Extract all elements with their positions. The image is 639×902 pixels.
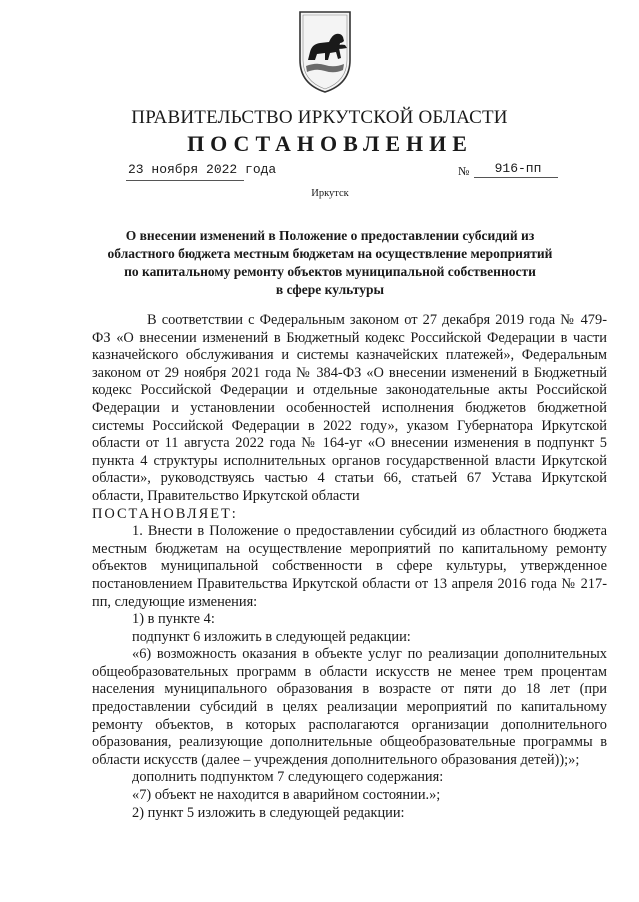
- number-underline: [474, 177, 558, 178]
- quoted-subpoint-6: «6) возможность оказания в объекте услуг по реализации дополнительных общеобразовательных программ в области искусств не менее трем процентам населения муниципального образования в возрасте от пяти до 18 лет (при предоставлении субсидий в целях реализации мероприятий по капитальному ремонту объектов, в которых располагаются организации дополнительного образования, реализующие дополнительные общеобразовательные программы в области искусств (далее – учреждения дополнительного образования детей));»;: [92, 646, 607, 768]
- document-date: 23 ноября 2022 года: [128, 162, 277, 177]
- date-underline: [126, 180, 244, 181]
- document-body: [92, 312, 607, 822]
- coat-of-arms-emblem: [296, 8, 354, 94]
- title-line: О внесении изменений в Положение о предоставлении субсидий из: [125, 228, 535, 243]
- preamble-paragraph: В соответствии с Федеральным законом от 27 декабря 2019 года № 479-ФЗ «О внесении изменений в Бюджетный кодекс Российской Федерации в части казначейского обслуживания и системы казначейских платежей», Федеральным законом от 29 ноября 2021 года № 384-ФЗ «О внесении изменений в Бюджетный кодекс Российской Федерации и отдельные законодательные акты Российской Федерации и установлении особенностей исполнения бюджетов бюджетной системы Российской Федерации в 2022 году», указом Губернатора Иркутской области от 11 августа 2022 года № 164-уг «О внесении изменения в подпункт 5 пункта 4 структуры исполнительных органов государственной власти Иркутской области», руководствуясь частью 4 статьи 66, статьей 67 Устава Иркутской области, Правительство Иркутской области: [92, 312, 607, 504]
- subitem-2-paragraph: 2) пункт 5 изложить в следующей редакции:: [132, 804, 405, 821]
- decree-word: ПОСТАНОВЛЯЕТ:: [92, 505, 238, 522]
- title-line: в сфере культуры: [275, 282, 385, 297]
- item-1-paragraph: 1. Внести в Положение о предоставлении субсидий из областного бюджета местным бюджетам на осуществление мероприятий по капитальному ремонту объектов муниципальной собственности в сфере культуры, утвержденное постановлением Правительства Иркутской области от 13 апреля 2016 года № 217-пп, следующие изменения:: [92, 523, 607, 610]
- title-line: по капитальному ремонту объектов муниципальной собственности: [124, 264, 536, 279]
- document-number: 916-пп: [494, 161, 542, 176]
- document-title: [100, 227, 560, 299]
- government-name: ПРАВИТЕЛЬСТВО ИРКУТСКОЙ ОБЛАСТИ: [131, 107, 508, 128]
- city-name: Иркутск: [311, 188, 349, 199]
- quoted-subpoint-7: «7) объект не находится в аварийном состоянии.»;: [132, 787, 441, 804]
- add-subpoint-7-paragraph: дополнить подпунктом 7 следующего содержания:: [132, 769, 444, 786]
- subitem-1-paragraph: 1) в пункте 4:: [132, 611, 215, 628]
- subitem-1-text: подпункт 6 изложить в следующей редакции:: [132, 628, 411, 645]
- title-line: областного бюджета местным бюджетам на осуществление мероприятий: [107, 246, 553, 261]
- document-type-heading: ПОСТАНОВЛЕНИЕ: [187, 131, 473, 156]
- number-sign: №: [458, 164, 470, 178]
